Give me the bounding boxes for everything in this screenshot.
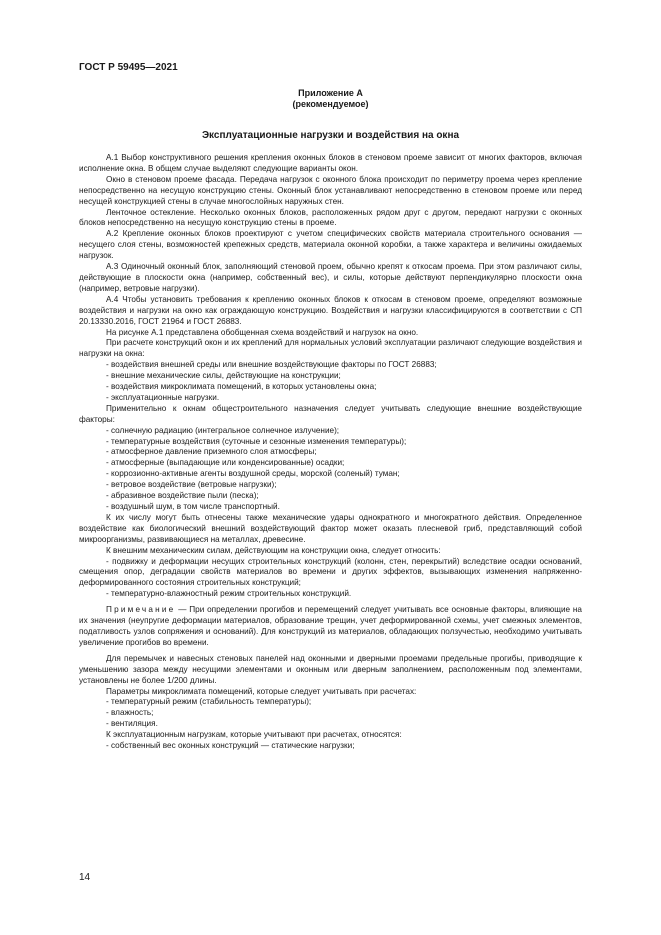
document-body (79, 153, 582, 752)
paragraph: При расчете конструкций окон и их креплений для нормальных условий эксплуатации различают следующие воздействия и нагрузки на окна: (79, 338, 582, 359)
list-item: - вентиляция. (106, 719, 158, 729)
paragraph: На рисунке А.1 представлена обобщенная схема воздействий и нагрузок на окно. (106, 327, 419, 337)
list-item: - температурный режим (стабильность температуры); (106, 697, 312, 707)
list-item: - атмосферные (выпадающие или конденсированные) осадки; (106, 458, 345, 468)
list-item: - влажность; (106, 708, 154, 718)
list-item: - воздействия микроклимата помещений, в которых установлены окна; (106, 382, 377, 392)
appendix-name: Приложение А (298, 88, 363, 98)
list-item: - солнечную радиацию (интегральное солнечное излучение); (106, 425, 340, 435)
paragraph: А.2 Крепление оконных блоков проектируют с учетом специфических свойств материала строительного основания — несущего слоя стены, возможностей крепежных средств, материала оконной коробки, а также характера и величины ожидаемых нагрузок. (79, 229, 582, 261)
document-header: ГОСТ Р 59495—2021 (79, 62, 178, 73)
list-item: - атмосферное давление приземного слоя атмосферы; (106, 447, 317, 457)
paragraph: К их числу могут быть отнесены также механические удары однократного и многократного действия. Определенное воздействие как биологический внешний воздействующий фактор может оказать плесневой гриб, представляющий собой микроорганизмы, развивающиеся на металлах, древесине. (79, 512, 582, 544)
paragraph: Параметры микроклимата помещений, которые следует учитывать при расчетах: (106, 686, 417, 696)
paragraph: К эксплуатационным нагрузкам, которые учитывают при расчетах, относятся: (106, 730, 402, 740)
list-item: - температурные воздействия (суточные и сезонные изменения температуры); (106, 436, 407, 446)
paragraph: Ленточное остекление. Несколько оконных блоков, расположенных рядом друг с другом, передают нагрузки с оконных блоков непосредственно на несущую конструкцию стены в проеме. (79, 207, 582, 228)
paragraph: К внешним механическим силам, действующим на конструкции окна, следует относить: (106, 545, 441, 555)
list-item: - температурно-влажностный режим строительных конструкций. (106, 589, 352, 599)
note-label: Примечание (106, 605, 176, 615)
list-item: - эксплуатационные нагрузки. (106, 392, 220, 402)
list-item: - абразивное воздействие пыли (песка); (106, 491, 259, 501)
appendix-heading (0, 88, 661, 110)
paragraph: - подвижку и деформации несущих строительных конструкций (колонн, стен, перекрытий) вследствие осадки оснований, смещения опор, деградации свойств материалов во времени и других эффектов, вызывающих изменения напряженно-деформированного состояния строительных конструкций; (79, 556, 582, 588)
paragraph: А.3 Одиночный оконный блок, заполняющий стеновой проем, обычно крепят к откосам проема. При этом различают силы, действующие в плоскости окна (например, собственный вес), и силы, которые действуют перпендикулярно плоскости окна (например, ветровые нагрузки). (79, 262, 582, 293)
page-number: 14 (79, 872, 91, 883)
note-text: — При определении прогибов и перемещений следует учитывать все основные факторы, влияющие на их значения (неупругие деформации материалов, образование трещин, учет деформированной схемы, учет смежных элементов, податливость узлов сопряжения и оснований). Для конструкций из материалов, обладающих ползучестью, необходимо учитывать увеличение прогибов во времени. (79, 605, 582, 647)
appendix-kind: (рекомендуемое) (292, 99, 369, 109)
paragraph: А.4 Чтобы установить требования к креплению оконных блоков к откосам в стеновом проеме, определяют возможные воздействия и нагрузки на окно как ограждающую конструкцию. Воздействия и нагрузки классифицируются в соответствии с СП 20.13330.2016, ГОСТ 21964 и ГОСТ 26883. (79, 294, 582, 326)
list-item: - внешние механические силы, действующие на конструкции; (106, 371, 341, 381)
list-item: - воздушный шум, в том числе транспортный. (106, 502, 280, 511)
paragraph: Для перемычек и навесных стеновых панелей над оконными и дверными проемами предельные прогибы, приводящие к уменьшению зазора между несущими элементами и оконным или дверным заполнением, расположенным под элементами, установлены не более 1/200 длины. (79, 653, 582, 685)
paragraph: А.1 Выбор конструктивного решения крепления оконных блоков в стеновом проеме зависит от многих факторов, включая исполнение окна. В общем случае выделяют следующие варианты окон. (79, 153, 582, 173)
note-paragraph (79, 605, 582, 649)
paragraph: Окно в стеновом проеме фасада. Передача нагрузок с оконного блока происходит по периметру проема через крепление непосредственно на несущую конструкцию стены. Оконный блок устанавливают непосредственно в стеновом проеме или перед несущей конструкцией стены в случае многослойных наружных стен. (79, 174, 582, 206)
list-item: - ветровое воздействие (ветровые нагрузки); (106, 480, 277, 490)
appendix-title: Эксплуатационные нагрузки и воздействия на окна (201, 130, 460, 141)
paragraph: Применительно к окнам общестроительного назначения следует учитывать следующие внешние воздействующие факторы: (79, 403, 582, 424)
list-item: - собственный вес оконных конструкций — статические нагрузки; (106, 741, 355, 751)
list-item: - коррозионно-активные агенты воздушной среды, морской (соленый) туман; (106, 469, 400, 479)
list-item: - воздействия внешней среды или внешние воздействующие факторы по ГОСТ 26883; (106, 360, 437, 370)
